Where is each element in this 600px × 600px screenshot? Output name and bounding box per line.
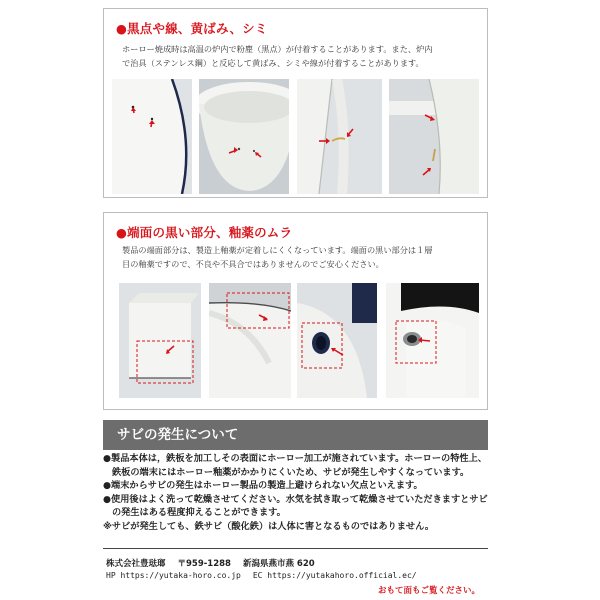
company-address: 新潟県燕市燕 620 — [242, 559, 315, 569]
photo-kettle-spout — [386, 283, 479, 398]
photo-box-edge — [119, 283, 201, 398]
section-desc-spots: ホーロー焼成時は高温の炉内で粉塵（黒点）が付着することがあります。また、炉内 で治具（ステンレス鋼）と反応して黄ばみ、シミや線が付着することがあります。 — [122, 44, 433, 68]
section-title-spots: ●黒点や線、黄ばみ、シミ — [116, 21, 268, 36]
rust-paragraph: ●使用後はよく洗って乾燥させてください。水気を拭き取って乾燥させていただきますとサビの発生はある程度抑えることができます。 — [103, 493, 488, 518]
defect-panel-spots — [103, 8, 488, 198]
rust-paragraph: ●製品本体は，鉄板を加工しその表面にホーロー加工が施されています。ホーローの特性上、鉄板の端末にはホーロー釉薬がかかりにくいため、サビが発生しやすくなっています。 — [103, 453, 487, 478]
homepage-link[interactable]: HP https://yutaka-horo.co.jp — [106, 571, 241, 580]
rust-section-body — [103, 452, 488, 533]
section-desc-edges: 製品の端面部分は、製造上釉薬が定着しにくくなっています。端面の黒い部分は１層 目の釉薬ですので、不良や不具合ではありませんのでご安心ください。 — [122, 245, 433, 269]
photo-handle-yellowing — [297, 79, 382, 194]
section-title-edges: ●端面の黒い部分、釉薬のムラ — [116, 225, 293, 240]
rust-paragraph: ●端末からサビの発生はホーロー製品の製造上避けられない欠点といえます。 — [103, 480, 423, 491]
photo-spout-edge — [297, 283, 377, 398]
see-front-notice: おもて面もご覧ください。 — [377, 586, 480, 596]
web-links — [106, 571, 429, 580]
photo-pot-interior-spots — [199, 79, 289, 194]
photo-handle-stain-line — [389, 79, 479, 194]
defect-panel-edges — [103, 212, 488, 410]
ec-shop-link[interactable]: EC https://yutakahoro.official.ec/ — [252, 571, 417, 580]
photo-rim-edge — [209, 283, 291, 398]
company-name: 株式会社豊琺瑯 — [106, 559, 166, 569]
rust-note: ※サビが発生しても、鉄サビ（酸化鉄）は人体に害となるものではありません。 — [103, 520, 435, 532]
postal-code: 〒959-1288 — [177, 559, 231, 569]
footer — [103, 548, 488, 597]
photo-black-spots — [112, 79, 192, 194]
company-info — [106, 557, 327, 569]
rust-section-header: サビの発生について — [103, 420, 488, 450]
